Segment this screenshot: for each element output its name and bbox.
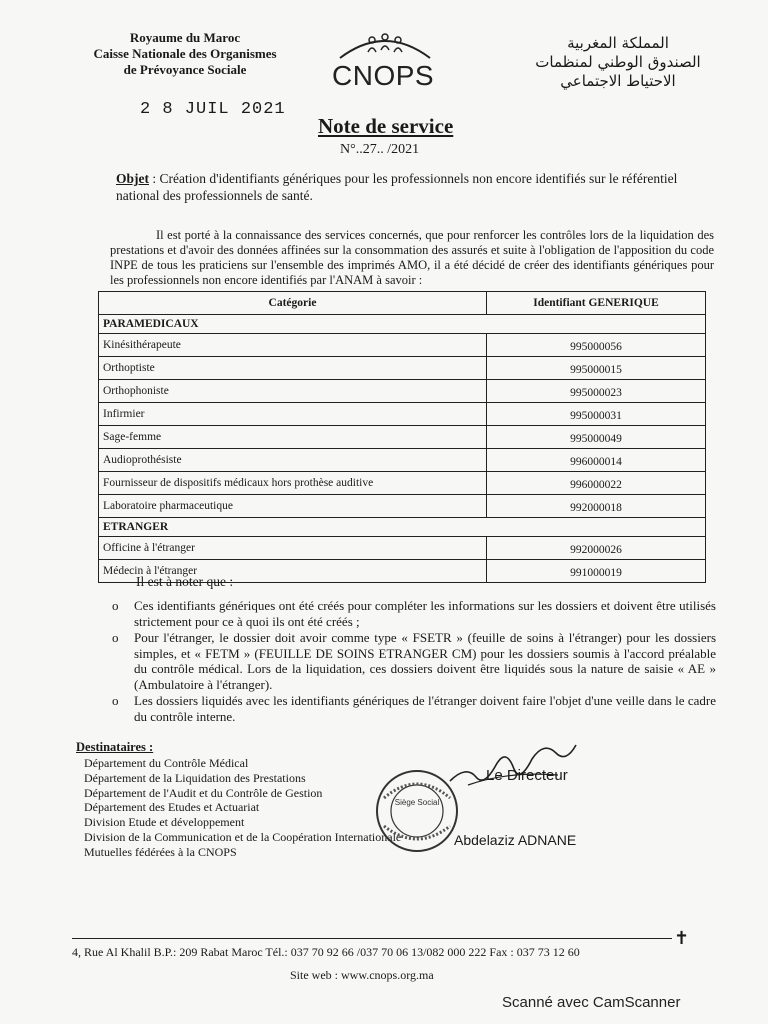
header-right-line: المملكة المغربية — [567, 34, 669, 52]
table-row — [99, 380, 706, 403]
section-label: PARAMEDICAUX — [99, 315, 706, 334]
date-stamp: 2 8 JUIL 2021 — [140, 100, 286, 119]
list-item — [108, 693, 716, 724]
destinataires-heading: Destinataires : — [76, 740, 154, 754]
identifier-cell: 996000022 — [487, 472, 706, 495]
table-row — [99, 357, 706, 380]
category-cell: Médecin à l'étranger — [99, 560, 487, 583]
table-section-row — [99, 315, 706, 334]
notes-list — [108, 598, 716, 725]
table-header-category: Catégorie — [99, 292, 487, 315]
category-cell: Orthophoniste — [99, 380, 487, 403]
objet-label: Objet — [116, 171, 149, 186]
identifier-cell: 995000049 — [487, 426, 706, 449]
destinataire-item: Division Etude et développement — [84, 815, 245, 830]
document-number: N°..27.. /2021 — [340, 142, 420, 157]
scanner-watermark: Scanné avec CamScanner — [502, 994, 681, 1011]
category-cell: Officine à l'étranger — [99, 537, 487, 560]
list-item-text: Ces identifiants génériques ont été créés pour compléter les informations sur les dossiers et doivent être utilisés strictement pour ce à quoi ils ont été créés ; — [134, 598, 716, 629]
table-row — [99, 426, 706, 449]
destinataire-item: Mutuelles fédérées à la CNOPS — [84, 844, 237, 859]
identifier-cell: 995000031 — [487, 403, 706, 426]
destinataire-item: Département de la Liquidation des Prestations — [84, 770, 306, 785]
destinataire-item: Division de la Communication et de la Coopération Internationale — [84, 829, 402, 844]
table-row — [99, 495, 706, 518]
header-right-line: الاحتياط الاجتماعي — [560, 72, 676, 90]
header-left-line: Royaume du Maroc — [129, 30, 241, 45]
category-cell: Orthoptiste — [99, 357, 487, 380]
objet-text: : Création d'identifiants génériques pour les professionnels non encore identifiés sur le référentiel national des professionnels de santé. — [116, 171, 678, 203]
category-cell: Kinésithérapeute — [99, 334, 487, 357]
destinataire-item: Département du Contrôle Médical — [84, 756, 249, 770]
header-right-line: الصندوق الوطني لمنظمات — [535, 53, 701, 71]
destinataires-list — [84, 756, 401, 860]
destinataire-item: Département des Etudes et Actuariat — [84, 800, 260, 815]
header-left-line: Caisse Nationale des Organismes — [93, 46, 277, 61]
footer-website: Site web : www.cnops.org.ma — [290, 968, 434, 982]
table-row — [99, 403, 706, 426]
category-cell: Audioprothésiste — [99, 449, 487, 472]
signatory-name: Abdelaziz ADNANE — [454, 832, 577, 848]
intro-paragraph: Il est porté à la connaissance des services concernés, que pour renforcer les contrôles lors de la liquidation des prestations et d'avoir des données affinées sur la consommation des assurés et suite à l'obligation de l'apposition du code INPE de tous les praticiens sur l'ensemble des imprimés AMO, il a été décidé de créer des identifiants génériques pour les professionnels non encore identifiés par l'ANAM à savoir : — [110, 228, 714, 287]
list-item-text: Les dossiers liquidés avec les identifiants génériques de l'étranger doivent faire l'objet d'une veille dans le cadre du contrôle interne. — [134, 693, 716, 724]
logo-wordmark: CNOPS — [332, 60, 435, 91]
bullet-circle-icon: o — [112, 693, 119, 708]
identifier-cell: 992000018 — [487, 495, 706, 518]
note-intro: Il est à noter que : — [136, 574, 234, 589]
destinataire-item: Département de l'Audit et du Contrôle de Gestion — [84, 785, 323, 800]
identifier-cell: 995000015 — [487, 357, 706, 380]
table-row — [99, 537, 706, 560]
objet-paragraph — [116, 170, 712, 204]
seal-text: Siège Social — [394, 798, 440, 807]
identifier-cell: 996000014 — [487, 449, 706, 472]
official-seal — [374, 768, 460, 854]
cnops-logo — [330, 24, 440, 100]
identifiers-table — [98, 291, 706, 583]
handwritten-signature — [448, 735, 578, 795]
category-cell: Sage-femme — [99, 426, 487, 449]
table-row — [99, 472, 706, 495]
signatory-role: Le Directeur — [486, 767, 568, 784]
header-left-block — [60, 30, 310, 78]
list-item — [108, 630, 716, 692]
table-header-identifier: Identifiant GENERIQUE — [487, 292, 706, 315]
bullet-circle-icon: o — [112, 598, 119, 613]
footer-address: 4, Rue Al Khalil B.P.: 209 Rabat Maroc Tél.: 037 70 92 66 /037 70 06 13/082 000 222 Fax : 037 73 12 60 — [72, 945, 580, 959]
identifier-cell: 995000023 — [487, 380, 706, 403]
table-row — [99, 334, 706, 357]
list-item-text: Pour l'étranger, le dossier doit avoir comme type « FSETR » (feuille de soins à l'étranger) pour les dossiers simples, et « FETM » (FEUILLE DE SOINS ETRANGER CM) pour les dossiers soumis à l'accord préalable du contrôle médical. Lors de la liquidation, ces dossiers doivent être liquidés sous la nature de saisie « AE » (Ambulatoire à l'étranger). — [134, 630, 716, 692]
header-left-line: de Prévoyance Sociale — [123, 62, 247, 77]
identifier-cell: 992000026 — [487, 537, 706, 560]
identifier-cell: 995000056 — [487, 334, 706, 357]
identifier-cell: 991000019 — [487, 560, 706, 583]
category-cell: Infirmier — [99, 403, 487, 426]
bullet-circle-icon: o — [112, 630, 119, 645]
handwritten-mark: ✝ — [674, 928, 690, 948]
seal-circle-icon — [374, 768, 460, 854]
people-logo-icon — [330, 24, 440, 64]
category-cell: Laboratoire pharmaceutique — [99, 495, 487, 518]
header-right-block — [508, 34, 728, 91]
list-item — [108, 598, 716, 629]
category-cell: Fournisseur de dispositifs médicaux hors prothèse auditive — [99, 472, 487, 495]
table-row — [99, 449, 706, 472]
document-title: Note de service — [318, 114, 454, 138]
table-header-row — [99, 292, 706, 315]
section-label: ETRANGER — [99, 518, 706, 537]
footer-divider — [72, 938, 672, 939]
table-section-row — [99, 518, 706, 537]
